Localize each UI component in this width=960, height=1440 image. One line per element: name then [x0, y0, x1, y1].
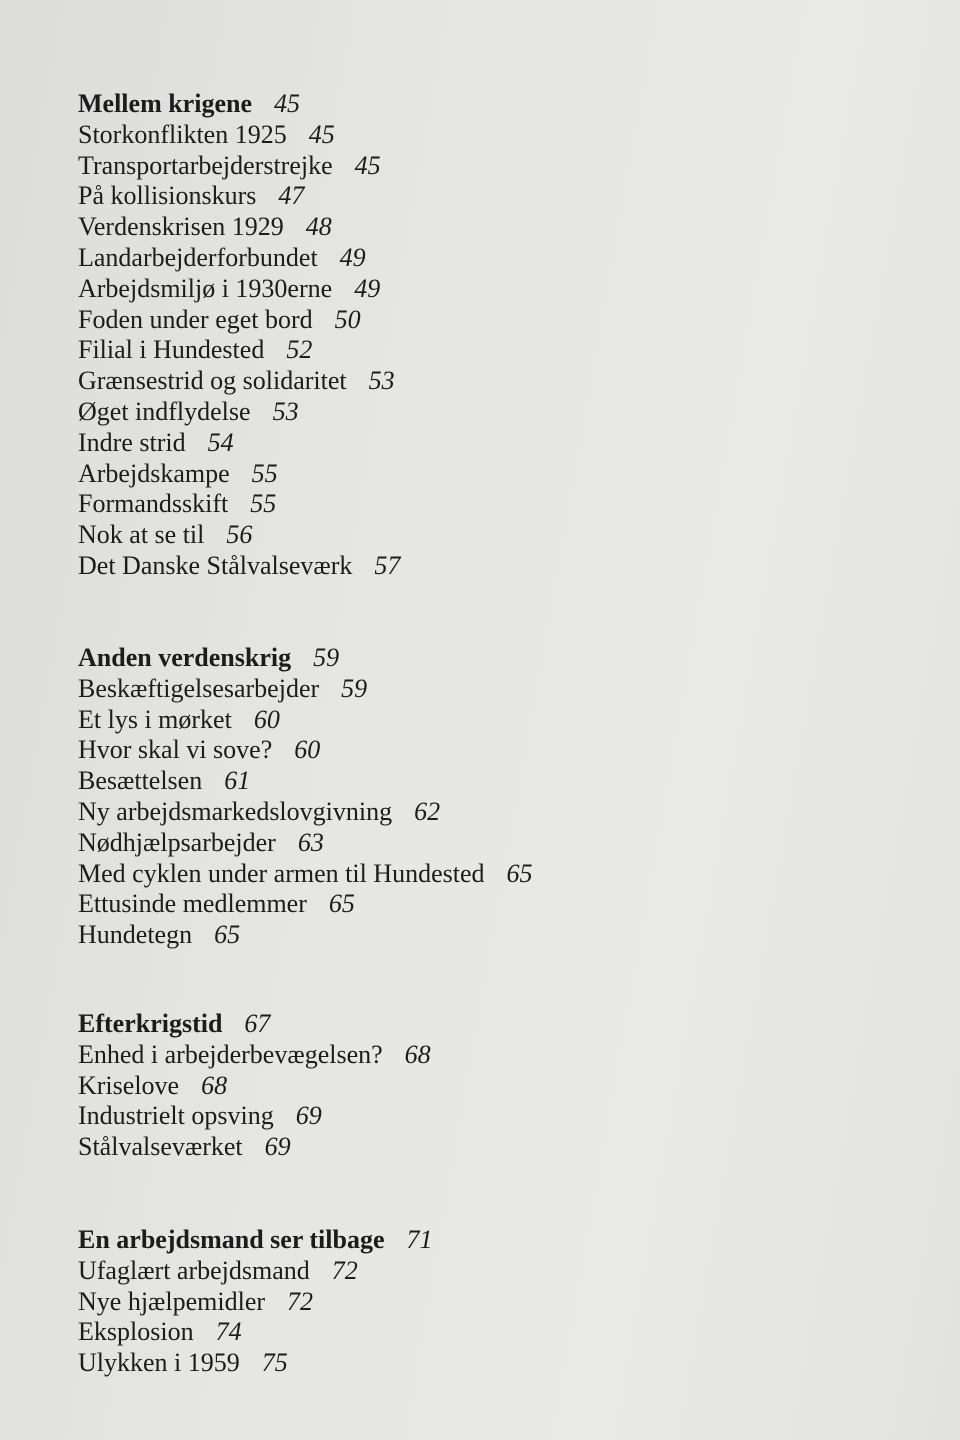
- toc-entry: [78, 366, 400, 397]
- toc-entry: [78, 1040, 431, 1071]
- toc-entry: [78, 1317, 433, 1348]
- toc-entry-title: Beskæftigelsesarbejder: [78, 673, 320, 703]
- page-number: 50: [334, 304, 361, 334]
- toc-section: [78, 89, 400, 582]
- toc-entry-title: Industrielt opsving: [78, 1101, 274, 1131]
- page-number: 60: [294, 735, 321, 765]
- page-number: 68: [404, 1039, 431, 1069]
- toc-entry: [78, 428, 400, 459]
- page-number: 52: [286, 335, 313, 365]
- toc-entry: [78, 274, 400, 305]
- toc-entry: [78, 766, 533, 797]
- page-number: 71: [406, 1225, 433, 1254]
- chapter-heading-title: Efterkrigstid: [78, 1009, 223, 1038]
- page-number: 74: [215, 1317, 242, 1347]
- toc-entry-title: Verdenskrisen 1929: [78, 212, 284, 242]
- toc-entry-title: Ettusinde medlemmer: [78, 889, 307, 919]
- page-number: 56: [226, 520, 253, 550]
- toc-entry: [78, 181, 400, 212]
- toc-entry: [78, 1132, 431, 1163]
- toc-entry: [78, 920, 533, 951]
- page-number: 59: [341, 673, 368, 703]
- page-number: 53: [272, 396, 299, 426]
- toc-entry: [78, 674, 533, 705]
- page-number: 48: [305, 212, 332, 242]
- toc-entry-title: Nødhjælpsarbejder: [78, 827, 276, 857]
- toc-entry-title: Stålvalseværket: [78, 1132, 243, 1162]
- toc-entry: [78, 1348, 433, 1379]
- toc-entry: [78, 305, 400, 336]
- toc-entry-title: Grænsestrid og solidaritet: [78, 366, 347, 396]
- page-number: 60: [253, 704, 280, 734]
- page-number: 63: [297, 827, 324, 857]
- toc-entry: [78, 397, 400, 428]
- chapter-heading: [78, 89, 400, 120]
- toc-entry-title: Kriselove: [78, 1070, 180, 1100]
- page-number: 67: [244, 1009, 271, 1038]
- chapter-heading-title: En arbejdsmand ser tilbage: [78, 1225, 385, 1254]
- toc-entry: [78, 1071, 431, 1102]
- toc-entry-title: Eksplosion: [78, 1317, 194, 1347]
- toc-entry-title: Arbejdskampe: [78, 458, 230, 488]
- page-number: 62: [414, 796, 441, 826]
- page-number: 69: [264, 1132, 291, 1162]
- toc-section: [78, 643, 533, 951]
- page-number: 75: [261, 1348, 288, 1378]
- toc-entry: [78, 551, 400, 582]
- toc-entry-title: Ny arbejdsmarkedslovgivning: [78, 796, 393, 826]
- chapter-heading: [78, 1225, 433, 1256]
- toc-entry-title: Et lys i mørket: [78, 704, 232, 734]
- toc-entry: [78, 797, 533, 828]
- toc-entry: [78, 735, 533, 766]
- toc-entry-title: Nye hjælpemidler: [78, 1286, 266, 1316]
- page-number: 49: [354, 273, 381, 303]
- page-number: 69: [295, 1101, 322, 1131]
- toc-entry: [78, 828, 533, 859]
- page-number: 65: [506, 858, 533, 888]
- toc-entry: [78, 151, 400, 182]
- toc-entry-title: Nok at se til: [78, 520, 205, 550]
- page-number: 45: [274, 89, 300, 118]
- page-number: 59: [313, 643, 340, 672]
- toc-section: [78, 1009, 431, 1163]
- toc-entry: [78, 212, 400, 243]
- toc-entry-title: Ufaglært arbejdsmand: [78, 1255, 310, 1285]
- page-number: 68: [201, 1070, 228, 1100]
- chapter-heading: [78, 643, 533, 674]
- page-number: 72: [331, 1255, 358, 1285]
- toc-section: [78, 1225, 433, 1379]
- chapter-heading-title: Mellem krigene: [78, 89, 252, 118]
- toc-entry: [78, 120, 400, 151]
- toc-entry-title: Ulykken i 1959: [78, 1348, 240, 1378]
- chapter-heading: [78, 1009, 431, 1040]
- toc-entry-title: Hundetegn: [78, 920, 193, 950]
- toc-entry: [78, 459, 400, 490]
- page-number: 57: [374, 550, 401, 580]
- toc-entry-title: Formandsskift: [78, 489, 229, 519]
- toc-entry: [78, 1287, 433, 1318]
- toc-entry-title: Transportarbejderstrejke: [78, 150, 333, 180]
- page-number: 55: [251, 458, 278, 488]
- toc-entry: [78, 335, 400, 366]
- page-number: 45: [308, 119, 335, 149]
- toc-entry: [78, 1101, 431, 1132]
- page-number: 61: [224, 766, 251, 796]
- toc-entry-title: På kollisionskurs: [78, 181, 257, 211]
- toc-entry-title: Med cyklen under armen til Hundested: [78, 858, 485, 888]
- page-number: 55: [250, 489, 277, 519]
- toc-entry: [78, 705, 533, 736]
- toc-entry-title: Hvor skal vi sove?: [78, 735, 273, 765]
- toc-entry: [78, 889, 533, 920]
- toc-entry-title: Enhed i arbejderbevægelsen?: [78, 1039, 383, 1069]
- toc-entry-title: Indre strid: [78, 427, 186, 457]
- toc-entry: [78, 243, 400, 274]
- toc-entry-title: Foden under eget bord: [78, 304, 313, 334]
- page-number: 54: [207, 427, 234, 457]
- toc-entry: [78, 520, 400, 551]
- toc-entry: [78, 1256, 433, 1287]
- page-number: 47: [278, 181, 305, 211]
- toc-entry-title: Det Danske Stålvalseværk: [78, 550, 353, 580]
- toc-entry-title: Øget indflydelse: [78, 396, 251, 426]
- page-number: 49: [339, 242, 366, 272]
- page-number: 53: [368, 366, 395, 396]
- page-number: 65: [328, 889, 355, 919]
- toc-entry-title: Besættelsen: [78, 766, 203, 796]
- chapter-heading-title: Anden verdenskrig: [78, 643, 292, 672]
- toc-entry-title: Landarbejderforbundet: [78, 242, 318, 272]
- toc-entry-title: Filial i Hundested: [78, 335, 265, 365]
- toc-entry-title: Arbejdsmiljø i 1930erne: [78, 273, 333, 303]
- toc-entry-title: Storkonflikten 1925: [78, 119, 287, 149]
- toc-entry: [78, 489, 400, 520]
- page-number: 45: [354, 150, 381, 180]
- toc-entry: [78, 859, 533, 890]
- page-number: 72: [287, 1286, 314, 1316]
- page-number: 65: [214, 920, 241, 950]
